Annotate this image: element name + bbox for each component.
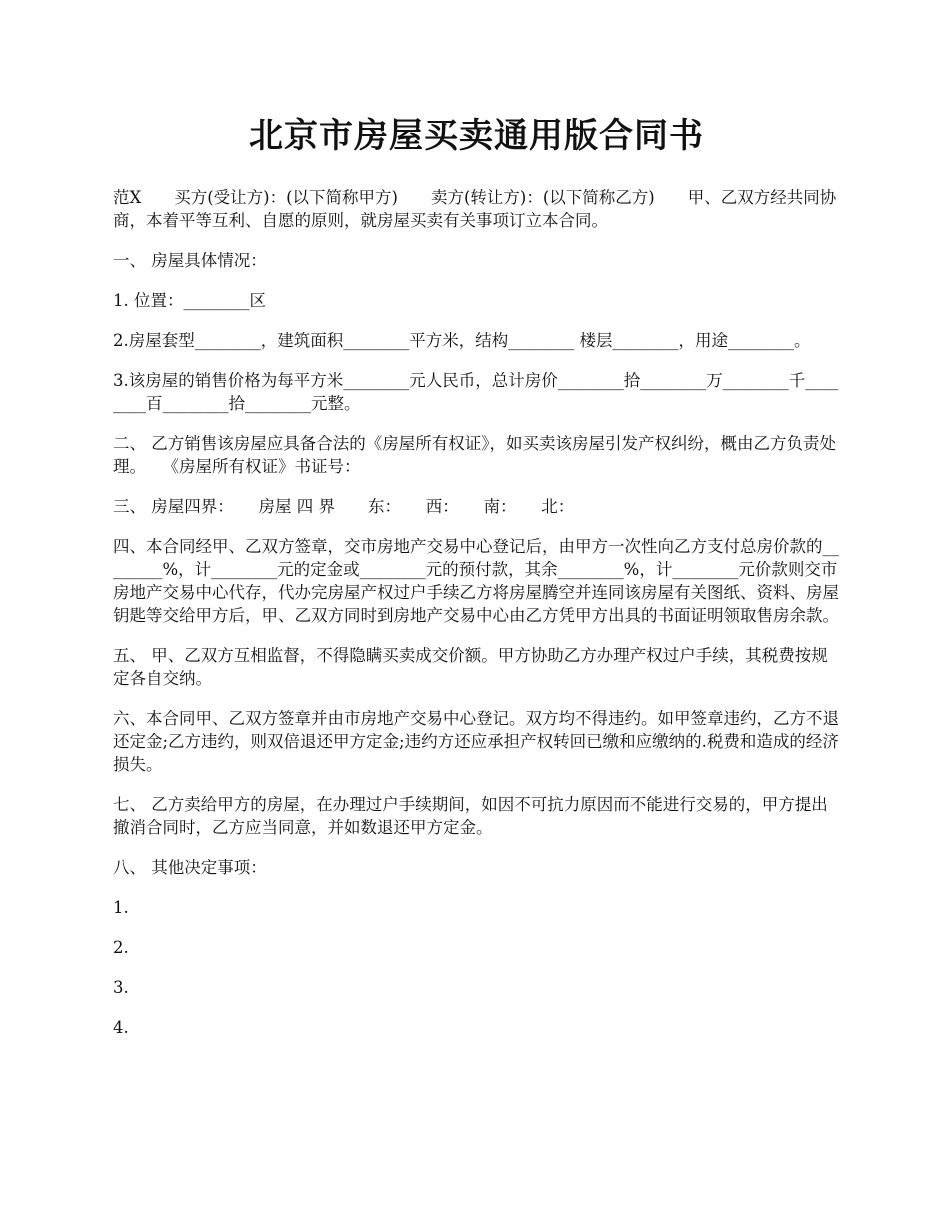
item-location: 1. 位置：________区 bbox=[113, 291, 266, 310]
intro-paragraph: 范X 买方(受让方)：(以下简称甲方) 卖方(转让方)：(以下简称乙方) 甲、乙双方经共同协商，本着平等互利、自愿的原则，就房屋买卖有关事项订立本合同。 bbox=[113, 188, 837, 230]
section-5-paragraph: 五、 甲、乙双方互相监督，不得隐瞒买卖成交价额。甲方协助乙方办理产权过户手续，其税费按规定各自交纳。 bbox=[113, 646, 828, 688]
item-price: 3.该房屋的销售价格为每平方米________元人民币，总计房价________拾________万________千________百________拾________元整。 bbox=[113, 371, 839, 413]
section-8-heading: 八、 其他决定事项： bbox=[113, 858, 267, 877]
section-6-paragraph: 六、本合同甲、乙双方签章并由市房地产交易中心登记。双方均不得违约。如甲签章违约，乙方不退还定金;乙方违约，则双倍退还甲方定金;违约方还应承担产权转回已缴和应缴纳的.税费和造成的经济损失。 bbox=[113, 709, 839, 774]
document-title: 北京市房屋买卖通用版合同书 bbox=[249, 116, 704, 156]
section-4-paragraph: 四、本合同经甲、乙双方签章，交市房地产交易中心登记后，由甲方一次性向乙方支付总房价款的________%，计________元的定金或________元的预付款，其余________%，计________元价款则交市房地产交易中心代存，代办完房屋产权过户手续乙方将房屋腾空并连同该房屋有关图纸、资料、房屋钥匙等交给甲方后，甲、乙双方同时到房地产交易中心由乙方凭甲方出具的书面证明领取售房余款。 bbox=[113, 537, 839, 625]
other-item-2: 2. bbox=[113, 938, 129, 957]
other-item-4: 4. bbox=[113, 1018, 129, 1037]
other-item-1: 1. bbox=[113, 898, 129, 917]
section-1-heading: 一、 房屋具体情况： bbox=[113, 251, 267, 270]
section-2-paragraph: 二、 乙方销售该房屋应具备合法的《房屋所有权证》，如买卖该房屋引发产权纠纷，概由乙方负责处理。 《房屋所有权证》书证号： bbox=[113, 434, 836, 476]
other-item-3: 3. bbox=[113, 978, 129, 997]
section-3-paragraph: 三、 房屋四界： 房屋 四 界 东： 西： 南： 北： bbox=[113, 497, 575, 516]
section-7-paragraph: 七、 乙方卖给甲方的房屋，在办理过户手续期间，如因不可抗力原因而不能进行交易的，甲方提出撤消合同时，乙方应当同意，并如数退还甲方定金。 bbox=[113, 795, 828, 837]
item-house-type: 2.房屋套型________，建筑面积________平方米，结构________ 楼层________，用途________。 bbox=[113, 331, 811, 350]
